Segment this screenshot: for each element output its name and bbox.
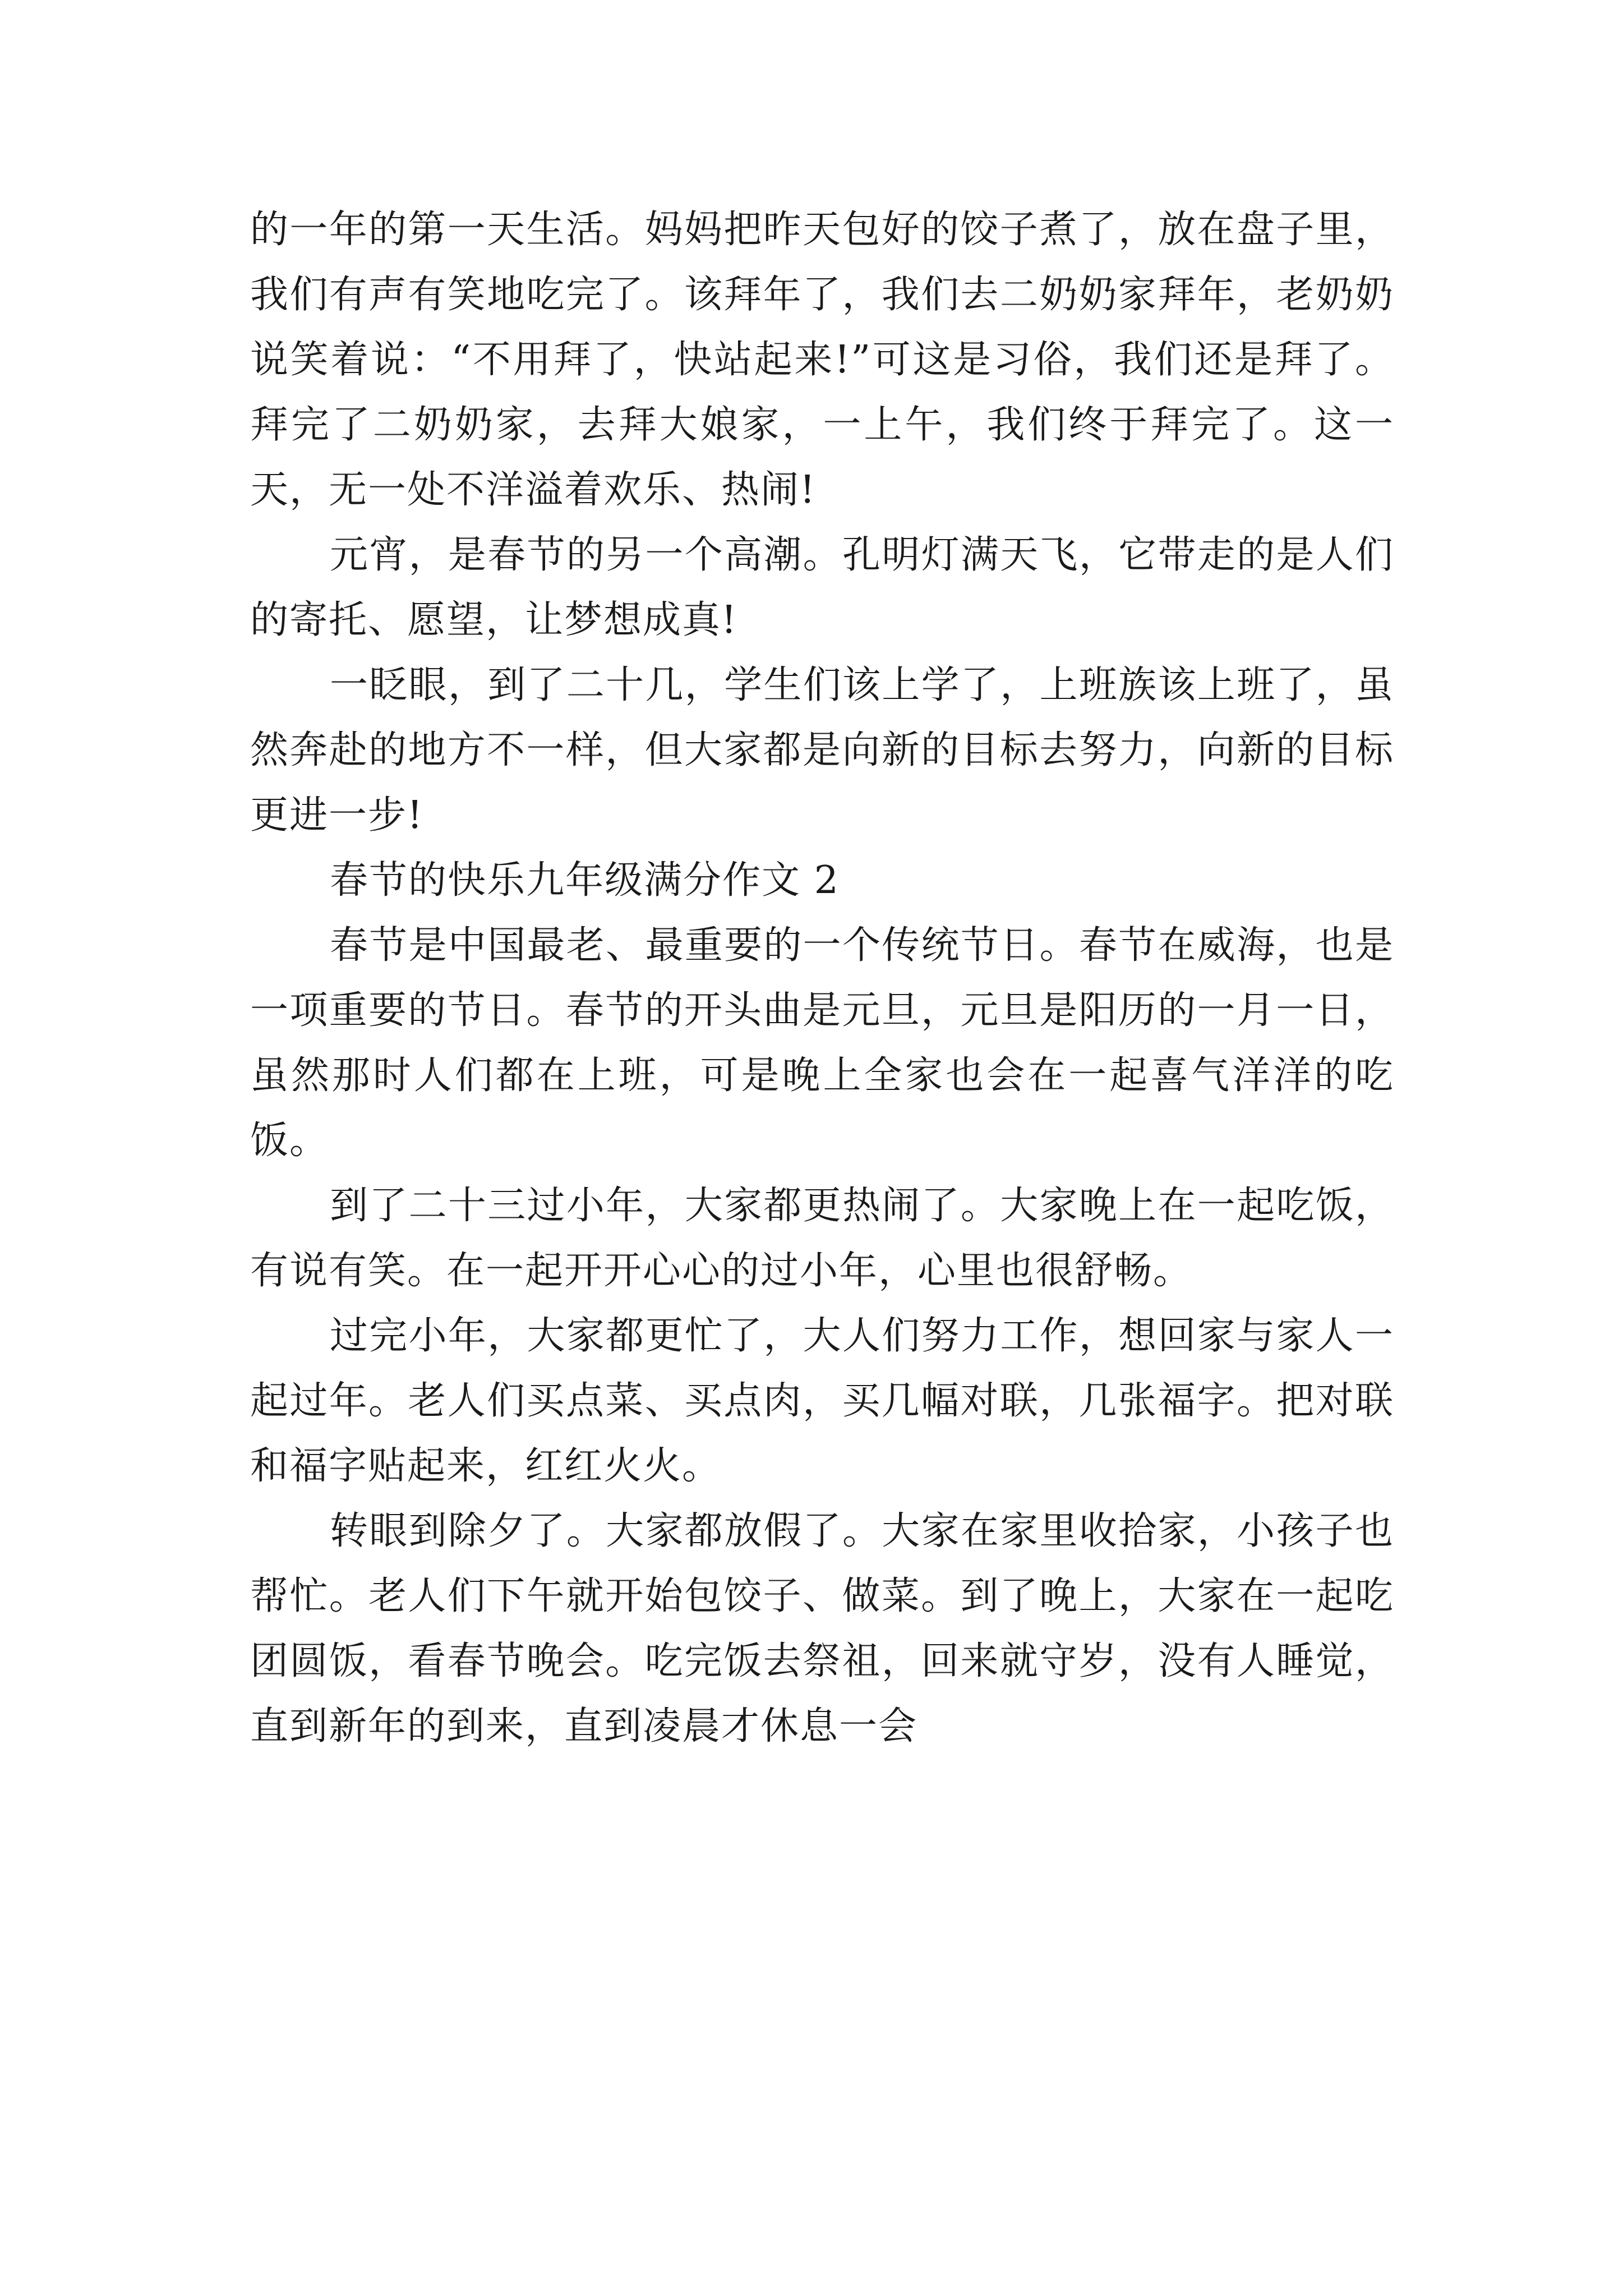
document-body — [250, 197, 1394, 1759]
paragraph-4: 春节是中国最老、最重要的一个传统节日。春节在威海，也是一项重要的节日。春节的开头曲是元旦，元旦是阳历的一月一日，虽然那时人们都在上班，可是晚上全家也会在一起喜气洋洋的吃饭。 — [250, 923, 1394, 1163]
paragraph-3: 一眨眼，到了二十几，学生们该上学了，上班族该上班了，虽然奔赴的地方不一样，但大家都是向新的目标去努力，向新的目标更进一步! — [250, 663, 1394, 838]
essay-heading: 春节的快乐九年级满分作文 2 — [330, 858, 840, 903]
paragraph-6: 过完小年，大家都更忙了，大人们努力工作，想回家与家人一起过年。老人们买点菜、买点肉，买几幅对联，几张福字。把对联和福字贴起来，红红火火。 — [250, 1314, 1394, 1488]
paragraph-5: 到了二十三过小年，大家都更热闹了。大家晚上在一起吃饭，有说有笑。在一起开开心心的过小年，心里也很舒畅。 — [250, 1184, 1394, 1293]
paragraph-2: 元宵，是春节的另一个高潮。孔明灯满天飞，它带走的是人们的寄托、愿望，让梦想成真! — [250, 533, 1394, 642]
paragraph-1: 的一年的第一天生活。妈妈把昨天包好的饺子煮了，放在盘子里，我们有声有笑地吃完了。该拜年了，我们去二奶奶家拜年，老奶奶说笑着说：“不用拜了，快站起来!”可这是习俗，我们还是拜了。拜完了二奶奶家，去拜大娘家，一上午，我们终于拜完了。这一天，无一处不洋溢着欢乐、热闹! — [250, 208, 1394, 512]
paragraph-7: 转眼到除夕了。大家都放假了。大家在家里收拾家，小孩子也帮忙。老人们下午就开始包饺子、做菜。到了晚上，大家在一起吃团圆饭，看春节晚会。吃完饭去祭祖，回来就守岁，没有人睡觉，直到新年的到来，直到凌晨才休息一会 — [250, 1509, 1394, 1749]
